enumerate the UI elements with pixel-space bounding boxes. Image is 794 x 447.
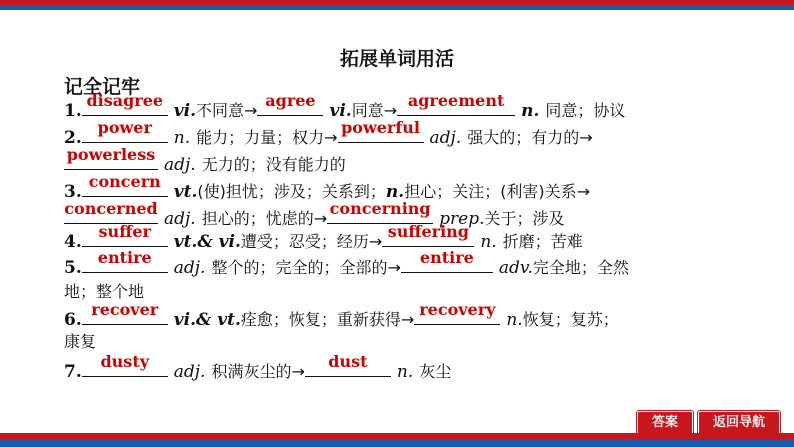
answer-text: dust [328, 352, 368, 371]
answer-blank [82, 172, 168, 197]
bottom-bar-red [0, 433, 794, 440]
answer-text: powerless [66, 145, 156, 164]
meaning-text: 强大的；有力的→ [467, 128, 593, 147]
part-of-speech: adj. [173, 362, 206, 382]
meaning-text: 痊愈；恢复；重新获得→ [240, 310, 415, 329]
meaning-text: 整个的；完全的；全部的→ [211, 258, 401, 277]
answer-text: disagree [86, 91, 164, 110]
answer-text: powerful [341, 118, 420, 137]
answer-blank [82, 118, 168, 143]
part-of-speech: vi. [173, 101, 197, 121]
part-of-speech: n. [173, 128, 191, 148]
meaning-text: 恢复；复苏； [522, 310, 619, 329]
item-number: 7. [64, 362, 82, 382]
answer-text: power [97, 118, 152, 137]
page-title: 拓展单词用活 [339, 48, 454, 70]
item-number: 1. [64, 101, 82, 121]
meaning-text: 关于；涉及 [484, 209, 565, 228]
part-of-speech: vi.& vt. [173, 310, 241, 330]
answer-blank [401, 248, 493, 273]
meaning-text: (使)担忧；涉及；关系到； [197, 182, 386, 201]
bottom-bar-blue [0, 440, 794, 447]
answer-blank [397, 91, 515, 116]
vocab-line-7 [64, 248, 629, 280]
answer-text: agreement [407, 91, 505, 110]
meaning-text: 同意→ [351, 101, 398, 120]
answer-text: suffering [387, 222, 469, 241]
answer-blank [82, 91, 168, 116]
answer-text: entire [419, 248, 474, 267]
answer-button[interactable]: 答案 [637, 411, 693, 435]
part-of-speech: adj. [173, 258, 206, 278]
part-of-speech: n. [396, 362, 414, 382]
bottom-color-bar [0, 433, 794, 447]
top-bar-blue [0, 5, 794, 10]
vocab-line-11 [64, 352, 452, 384]
answer-text: dusty [100, 352, 149, 371]
answer-text: entire [97, 248, 152, 267]
meaning-text: 积满灰尘的→ [211, 362, 305, 381]
part-of-speech: n. [480, 232, 497, 252]
back-to-nav-button[interactable]: 返回导航 [698, 411, 780, 435]
part-of-speech: adv. [498, 258, 533, 278]
answer-blank [414, 300, 500, 325]
answer-blank [257, 91, 323, 116]
part-of-speech: prep. [439, 209, 485, 229]
answer-text: recovery [419, 300, 496, 319]
answer-blank [82, 352, 168, 377]
section-subtitle: 记全记牢 [64, 76, 141, 98]
top-color-bar [0, 0, 794, 10]
part-of-speech: adj. [429, 128, 462, 148]
meaning-text: 灰尘 [419, 362, 452, 381]
answer-blank [338, 118, 424, 143]
answer-blank [305, 352, 391, 377]
part-of-speech: vt.& vi. [173, 232, 241, 252]
item-number: 6. [64, 310, 82, 330]
answer-blank [82, 222, 168, 247]
vocab-line-9 [64, 300, 619, 332]
part-of-speech: vi. [329, 101, 352, 121]
meaning-text: 能力；力量；权力→ [196, 128, 338, 147]
meaning-text: 康复 [64, 332, 97, 351]
meaning-text: 完全地；全然 [532, 258, 629, 277]
meaning-text: 同意；协议 [545, 101, 626, 120]
part-of-speech: n. [521, 101, 540, 121]
meaning-text: 遭受；忍受；经历→ [240, 232, 383, 251]
meaning-text: 担心的；忧虑的→ [201, 209, 328, 228]
item-number: 5. [64, 258, 82, 278]
answer-blank [382, 222, 474, 247]
meaning-text: 折磨；苦难 [502, 232, 583, 251]
meaning-text: 担心；关注；(利害)关系→ [404, 182, 591, 201]
answer-text: recover [91, 300, 159, 319]
meaning-text: 无力的；没有能力的 [201, 155, 346, 174]
answer-text: concerned [64, 199, 158, 218]
answer-text: suffer [98, 222, 151, 241]
item-number: 4. [64, 232, 82, 252]
meaning-text: 不同意→ [196, 101, 258, 120]
answer-text: concern [88, 172, 161, 191]
answer-text: concerning [329, 199, 431, 218]
part-of-speech: vt. [173, 182, 198, 202]
part-of-speech: adj. [164, 209, 196, 229]
part-of-speech: adj. [164, 155, 196, 175]
meaning-text: 地；整个地 [64, 282, 145, 301]
item-number: 2. [64, 128, 82, 148]
part-of-speech: n. [385, 182, 405, 202]
part-of-speech: n. [506, 310, 523, 330]
answer-blank [82, 248, 168, 273]
answer-text: agree [265, 91, 316, 110]
answer-blank [64, 145, 158, 170]
item-number: 3. [64, 182, 82, 202]
answer-blank [82, 300, 168, 325]
